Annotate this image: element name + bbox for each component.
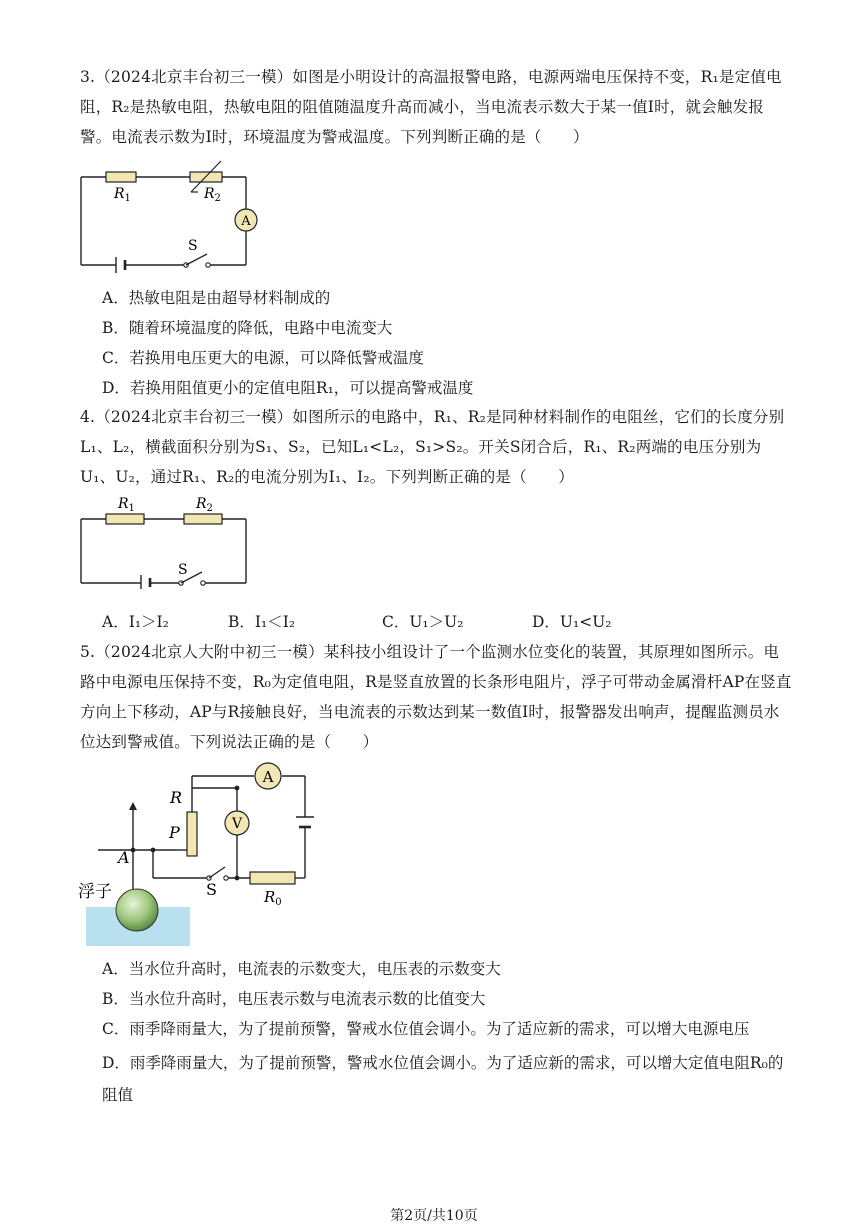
q3-option-b[interactable]: B．随着环境温度的降低，电路中电流变大 bbox=[102, 319, 393, 337]
q5-label-float: 浮子 bbox=[78, 882, 112, 902]
q5-option-b[interactable]: B．当水位升高时，电压表示数与电流表示数的比值变大 bbox=[102, 990, 486, 1008]
q3-option-a[interactable]: A．热敏电阻是由超导材料制成的 bbox=[102, 289, 331, 307]
q4-label-r2: $R_2$ bbox=[196, 496, 213, 514]
q4-option-d[interactable]: D．U₁<U₂ bbox=[532, 613, 612, 631]
q4-switch-label: S bbox=[178, 562, 188, 578]
q5-label-p: P bbox=[169, 823, 180, 842]
q4-stem: 4.（2024北京丰台初三一模）如图所示的电路中，R₁、R₂是同种材料制作的电阻丝，它们的长度分别L₁、L₂，横截面积分别为S₁、S₂，已知L₁<L₂，S₁>S₂。开关S闭合后，R₁、R₂两端的电压分别为U₁、U₂，通过R₁、R₂的电流分别为I₁、I₂。下列判断正确的是（ ） bbox=[80, 408, 785, 486]
q5-label-r: R bbox=[170, 788, 183, 807]
q5-stem: 5.（2024北京人大附中初三一模）某科技小组设计了一个监测水位变化的装置，其原理如图所示。电路中电源电压保持不变，R₀为定值电阻，R是竖直放置的长条形电阻片，浮子可带动金属滑杆AP在竖直方向上下移动，AP与R接触良好，当电流表的示数达到某一数值I时，报警器发出响声，提醒监测员水位达到警戒值。下列说法正确的是（ ） bbox=[80, 643, 792, 751]
q5-resistor-r bbox=[187, 812, 197, 856]
q3-stem: 3.（2024北京丰台初三一模）如图是小明设计的高温报警电路，电源两端电压保持不变，R₁是定值电阻，R₂是热敏电阻，热敏电阻的阻值随温度升高而减小，当电流表示数大于某一值I时，就会触发报警。电流表示数为I时，环境温度为警戒温度。下列判断正确的是（ ） bbox=[80, 68, 782, 146]
q4-option-b[interactable]: B．I₁＜I₂ bbox=[228, 613, 296, 631]
q4-resistor-r1 bbox=[106, 514, 144, 524]
q3-ammeter-label: A bbox=[241, 214, 251, 229]
q3-switch-label: S bbox=[188, 238, 198, 254]
q3-label-r2: $R_2$ bbox=[204, 186, 221, 204]
q5-label-a: A bbox=[118, 848, 130, 867]
q5-resistor-r0 bbox=[250, 872, 295, 884]
page-number-footer: 第2页/共10页 bbox=[390, 1208, 478, 1224]
q3-option-c[interactable]: C．若换用电压更大的电源，可以降低警戒温度 bbox=[102, 349, 424, 367]
q5-switch-label: S bbox=[206, 880, 217, 899]
q4-option-a[interactable]: A．I₁＞I₂ bbox=[102, 613, 169, 631]
q4-resistor-r2 bbox=[184, 514, 222, 524]
q4-option-c[interactable]: C．U₁＞U₂ bbox=[382, 613, 464, 631]
q5-voltmeter-label: V bbox=[231, 816, 243, 832]
q4-options-row bbox=[102, 610, 802, 634]
q5-float-ball bbox=[116, 889, 158, 931]
q5-ammeter-label: A bbox=[262, 768, 274, 786]
q3-resistor-r1 bbox=[106, 172, 136, 182]
q5-option-c[interactable]: C．雨季降雨量大，为了提前预警，警戒水位值会调小。为了适应新的需求，可以增大电源电压 bbox=[102, 1020, 750, 1038]
q3-circuit-diagram bbox=[78, 158, 268, 273]
q5-option-a[interactable]: A．当水位升高时，电流表的示数变大，电压表的示数变大 bbox=[102, 960, 501, 978]
q3-label-r1: $R_1$ bbox=[114, 186, 131, 204]
q5-water-level-diagram bbox=[76, 760, 332, 950]
q4-circuit-diagram bbox=[78, 494, 253, 589]
q3-option-d[interactable]: D．若换用阻值更小的定值电阻R₁，可以提高警戒温度 bbox=[102, 379, 474, 397]
q4-label-r1: $R_1$ bbox=[118, 496, 135, 514]
q5-label-r0: $R_0$ bbox=[264, 888, 282, 908]
q5-option-d[interactable]: D．雨季降雨量大，为了提前预警，警戒水位值会调小。为了适应新的需求，可以增大定值电阻R₀的阻值 bbox=[102, 1054, 784, 1104]
